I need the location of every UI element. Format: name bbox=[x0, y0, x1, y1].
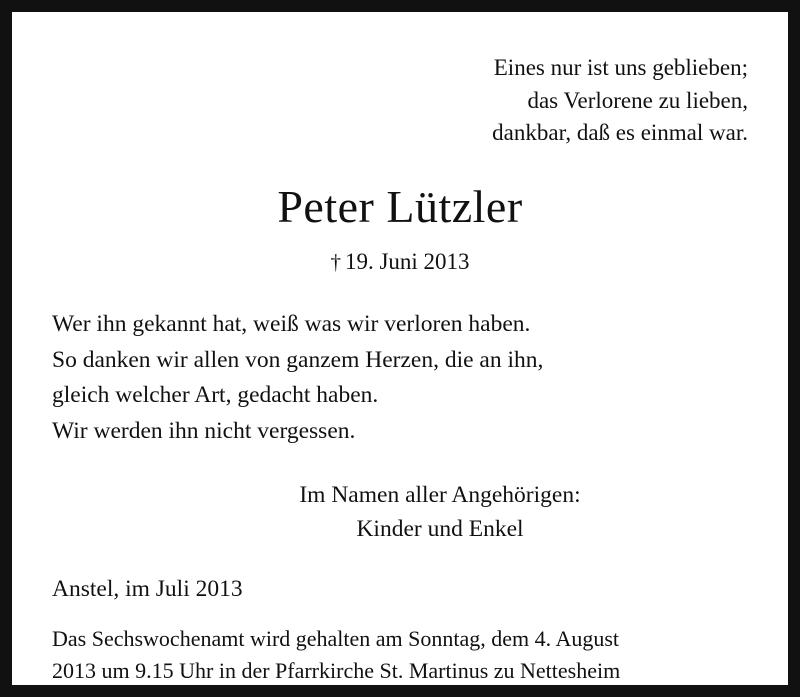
family-signature bbox=[52, 478, 748, 546]
death-date: 19. Juni 2013 bbox=[344, 248, 470, 274]
verse-line-3: dankbar, daß es einmal war. bbox=[492, 120, 748, 146]
memorial-body bbox=[52, 307, 748, 450]
service-notice-line-2: 2013 um 9.15 Uhr in der Pfarrkirche St. Martinus zu Nettesheim bbox=[52, 657, 621, 683]
verse-line-1: Eines nur ist uns geblieben; bbox=[493, 55, 748, 80]
memorial-body-line-1: Wer ihn gekannt hat, weiß was wir verloren haben. bbox=[52, 310, 531, 337]
obituary-card bbox=[9, 9, 791, 688]
verse-line-2: das Verlorene zu lieben, bbox=[527, 87, 748, 113]
family-signature-line-1: Im Namen aller Angehörigen: bbox=[299, 481, 581, 508]
memorial-body-line-3: gleich welcher Art, gedacht haben. bbox=[52, 382, 379, 409]
family-signature-line-2: Kinder und Enkel bbox=[356, 515, 524, 542]
place-and-date: Anstel, im Juli 2013 bbox=[52, 575, 243, 602]
verse-block bbox=[52, 52, 748, 150]
cross-icon: † bbox=[330, 249, 341, 274]
deceased-name: Peter Lützler bbox=[277, 180, 523, 232]
death-date-line bbox=[52, 249, 748, 275]
service-notice bbox=[52, 623, 748, 687]
service-notice-line-1: Das Sechswochenamt wird gehalten am Sonntag, dem 4. August bbox=[52, 625, 620, 651]
memorial-body-line-4: Wir werden ihn nicht vergessen. bbox=[52, 418, 356, 445]
memorial-body-line-2: So danken wir allen von ganzem Herzen, die an ihn, bbox=[52, 346, 544, 373]
